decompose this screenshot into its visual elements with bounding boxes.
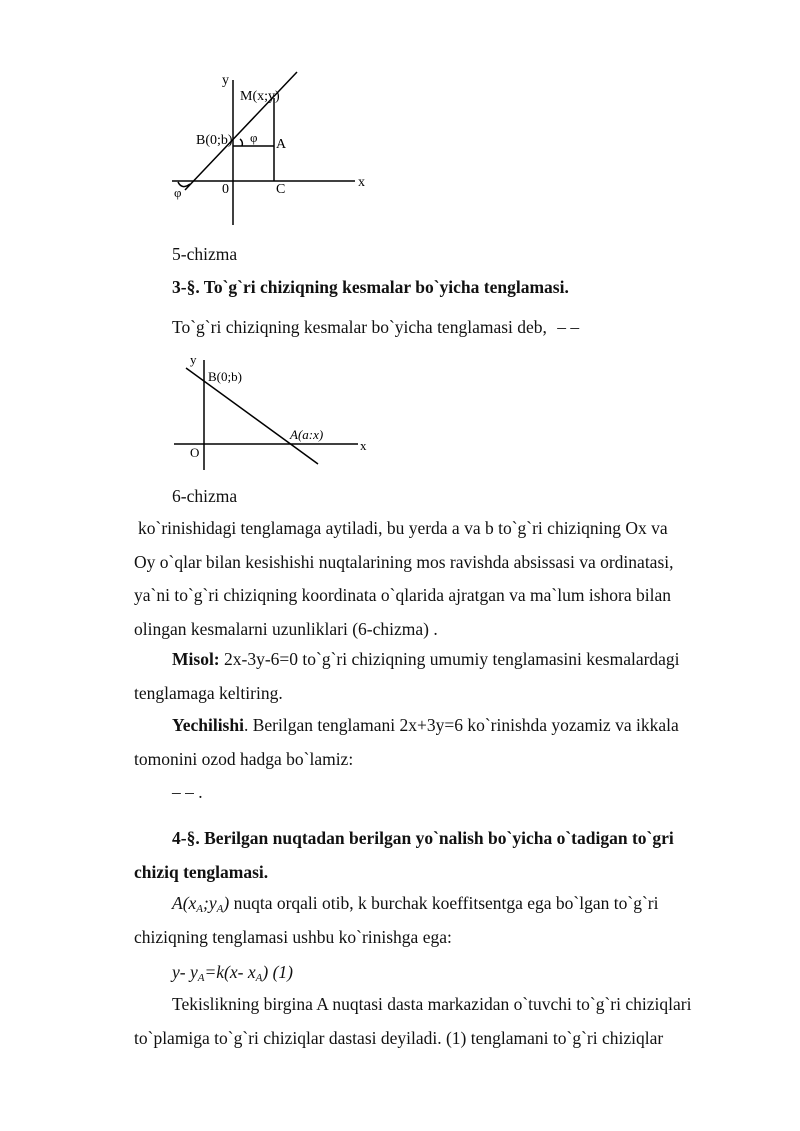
fig5-phi-inner: φ [250, 130, 258, 145]
fig5-phi-outer: φ [174, 185, 182, 200]
fig5-a-label: A [276, 137, 287, 152]
fig6-o-label: O [190, 445, 200, 460]
fig5-c-label: C [276, 182, 286, 197]
section-4-heading-line-1: 4-§. Berilgan nuqtadan berilgan yo`nalish bo`yicha o`tadigan to`gri [172, 828, 674, 848]
para1-line-3: ya`ni to`g`ri chiziqning koordinata o`qlarida ajratgan va ma`lum ishora bilan [134, 585, 671, 605]
fig5-y-label: y [222, 73, 229, 88]
point-sub-2: A [216, 903, 224, 915]
fig5-m-label: M(x;y) [240, 89, 280, 104]
figure-6-caption: 6-chizma [172, 486, 238, 506]
figure-5 [160, 60, 380, 230]
fig5-o-label: 0 [222, 182, 229, 197]
fig6-a-label: A(a:x) [290, 427, 324, 442]
eq-sub-2: A [255, 972, 263, 984]
fig5-b-label: B(0;b) [196, 133, 233, 148]
paragraph-point [134, 887, 741, 954]
section-3-intro [172, 315, 579, 339]
point-close: ) [223, 893, 230, 913]
misol-text-1: 2x-3y-6=0 to`g`ri chiziqning umumiy tenglamasini kesmalardagi [219, 649, 680, 669]
equation-1 [172, 960, 293, 984]
paragraph-dasta [134, 988, 741, 1055]
figure-6 [168, 348, 378, 473]
figure-5-caption: 5-chizma [172, 244, 238, 264]
intro-text: To`g`ri chiziqning kesmalar bo`yicha tenglamasi deb, [172, 317, 547, 337]
section-4-heading [134, 822, 741, 889]
point-sep: ;y [203, 893, 217, 913]
last-line-1: Tekislikning birgina A nuqtasi dasta markazidan o`tuvchi to`g`ri chiziqlari [172, 994, 692, 1014]
yechilishi-text-1: . Berilgan tenglamani 2x+3y=6 ko`rinishda yozamiz va ikkala [243, 715, 679, 735]
para1-line-4: olingan kesmalarni uzunliklari (6-chizma) . [134, 618, 438, 639]
point-text-2: chiziqning tenglamasi ushbu ko`rinishga ega: [134, 926, 452, 947]
last-line-2: to`plamiga to`g`ri chiziqlar dastasi deyiladi. (1) tenglamani to`g`ri chiziqlar [134, 1027, 664, 1048]
para1-line-2: Oy o`qlar bilan kesishishi nuqtalarining mos ravishda absissasi va ordinatasi, [134, 551, 674, 572]
intro-formula: – – [557, 317, 580, 337]
fig6-b-label: B(0;b) [208, 369, 242, 384]
section-3-heading: 3-§. To`g`ri chiziqning kesmalar bo`yicha tenglamasi. [172, 277, 569, 297]
paragraph-yechilishi [134, 709, 741, 776]
fig6-y-label: y [190, 352, 197, 367]
point-a-open: A(x [172, 893, 197, 913]
paragraph-misol [134, 643, 741, 710]
point-sub-1: A [196, 903, 204, 915]
yechilishi-label: Yechilishi [172, 715, 244, 735]
point-text-1: nuqta orqali otib, k burchak koeffitsentga ega bo`lgan to`g`ri [229, 893, 659, 913]
yechilishi-formula: – – . [172, 782, 203, 802]
eq-part-1: y- y [172, 962, 198, 982]
fig5-x-label: x [358, 175, 365, 190]
misol-label: Misol: [172, 649, 220, 669]
angle-arc-inner [240, 139, 242, 146]
eq-part-2: =k(x- x [204, 962, 256, 982]
eq-sub-1: A [197, 972, 205, 984]
eq-part-3: ) (1) [262, 962, 293, 982]
fig6-x-label: x [360, 438, 367, 453]
section-4-heading-line-2: chiziq tenglamasi. [134, 861, 269, 882]
yechilishi-text-2: tomonini ozod hadga bo`lamiz: [134, 748, 354, 769]
line-ba [186, 368, 318, 464]
misol-text-2: tenglamaga keltiring. [134, 682, 283, 703]
para1-line-1: ko`rinishidagi tenglamaga aytiladi, bu yerda a va b to`g`ri chiziqning Ox va [138, 518, 668, 538]
paragraph-definition [134, 512, 741, 646]
